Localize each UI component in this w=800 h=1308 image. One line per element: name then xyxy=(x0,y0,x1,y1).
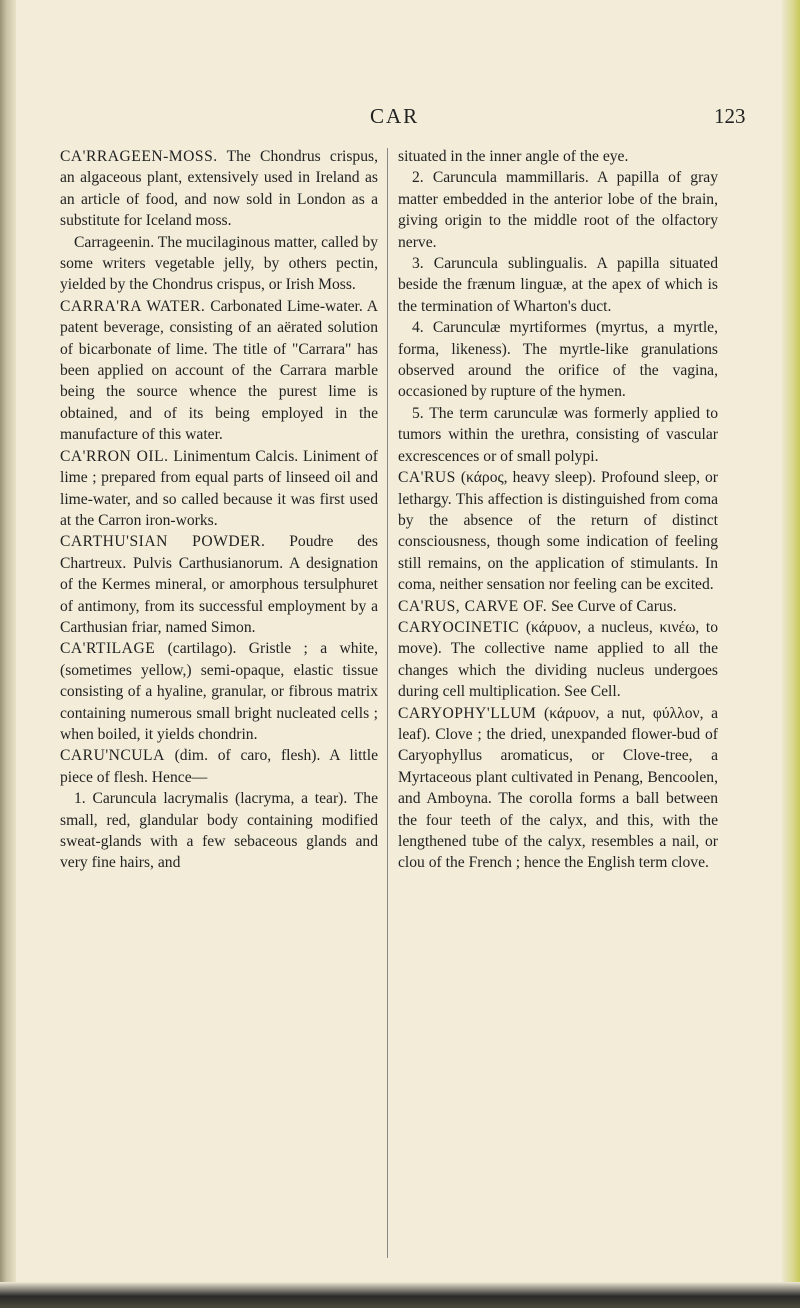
entry-headword: CARYOPHY'LLUM xyxy=(398,704,537,722)
entry-caruncula xyxy=(60,745,378,788)
right-column xyxy=(398,146,718,874)
entry-continuation xyxy=(398,146,718,167)
entry-headword: CARU'NCULA xyxy=(60,747,165,765)
entry-text: 2. Caruncula mammillaris. A papilla of gray matter embedded in the anterior lobe of the brain, giving origin to the middle root of the olfactory nerve. xyxy=(398,169,718,251)
entry-caruncula-sublingualis xyxy=(398,253,718,317)
entry-headword: CA'RRON OIL. xyxy=(60,447,169,465)
left-column xyxy=(60,146,378,874)
entry-text: Carrageenin. The mucilaginous matter, called by some writers vegetable jelly, by others pectin, yielded by the Chondrus crispus, or Irish Moss. xyxy=(60,233,378,294)
column-divider xyxy=(387,148,388,1258)
entry-caryophyllum xyxy=(398,703,718,874)
entry-carrageen-moss xyxy=(60,146,378,232)
entry-carunculae-myrtiformes xyxy=(398,317,718,403)
entry-text: (κάρυον, a nut, φύλλον, a leaf). Clove ; the dried, unexpanded flower-bud of Caryophyllus aromaticus, or Clove-tree, a Myrtaceous plant cultivated in Penang, Bencoolen, and Amboyna. The corolla forms a ball between the four teeth of the calyx, and this, with the lengthened tube of the calyx, resembles a nail, or clou of the French ; hence the English term clove. xyxy=(398,704,718,872)
entry-carrageenin xyxy=(60,232,378,296)
entry-headword: CA'RRAGEEN-MOSS. xyxy=(60,148,218,165)
entry-headword: CA'RUS, CARVE OF. xyxy=(398,597,548,615)
page-right-edge xyxy=(782,0,800,1308)
entry-headword: CARRA'RA WATER. xyxy=(60,297,206,315)
entry-caruncula-mammillaris xyxy=(398,167,718,253)
entry-text: See Curve of Carus. xyxy=(547,597,677,615)
page-bottom-edge xyxy=(0,1282,800,1308)
entry-carunculae-urethra xyxy=(398,403,718,467)
entry-text: Carbonated Lime-water. A patent beverage, consisting of an aërated solution of bicarbonate of lime. The title of "Carrara" has been applied on account of the Carrara marble being the source whence the purest lime is obtained, and of its being employed in the manufacture of this water. xyxy=(60,297,378,444)
entry-text: The Chondrus crispus, an algaceous plant, extensively used in Ireland as an article of food, and now sold in London as a substitute for Iceland moss. xyxy=(60,148,378,230)
entry-text: 5. The term carunculæ was formerly applied to tumors within the urethra, consisting of vascular excrescences or of small polypi. xyxy=(398,404,718,465)
entry-text: 3. Caruncula sublingualis. A papilla situated beside the frænum linguæ, at the apex of which is the termination of Wharton's duct. xyxy=(398,255,718,315)
entry-carrara-water xyxy=(60,296,378,446)
entry-headword: CARYOCINETIC xyxy=(398,618,520,636)
entry-text: 1. Caruncula lacrymalis (lacryma, a tear). The small, red, glandular body containing modified sweat-glands with a few sebaceous glands and very fine hairs, and xyxy=(60,790,378,872)
entry-text: (κάρος, heavy sleep). Profound sleep, or lethargy. This affection is distinguished from coma by the absence of the return of distinct consciousness, though some indication of feeling still remains, on the application of stimulants. In coma, neither sensation nor feeling can be excited. xyxy=(398,469,718,594)
entry-text: (dim. of caro, flesh). A little piece of flesh. Hence— xyxy=(60,747,378,786)
entry-carus-carve xyxy=(398,596,718,617)
entry-headword: CARTHU'SIAN POWDER. xyxy=(60,533,266,551)
entry-headword: CA'RUS xyxy=(398,469,456,487)
entry-text: Poudre des Chartreux. Pulvis Carthusianorum. A designation of the Kermes mineral, or amorphous tersulphuret of antimony, from its successful employment by a Carthusian friar, named Simon. xyxy=(60,533,378,636)
entry-carron-oil xyxy=(60,446,378,532)
running-head xyxy=(0,104,800,134)
entry-text: situated in the inner angle of the eye. xyxy=(398,148,629,165)
entry-text: Linimentum Calcis. Liniment of lime ; prepared from equal parts of linseed oil and lime-water, and so called because it was first used at the Carron iron-works. xyxy=(60,447,378,529)
entry-text: (κάρυον, a nucleus, κινέω, to move). The collective name applied to all the changes which the dividing nucleus undergoes during cell multiplication. See Cell. xyxy=(398,618,718,701)
page-number: 123 xyxy=(714,104,746,128)
entry-headword: CA'RTILAGE xyxy=(60,640,156,658)
running-title: CAR xyxy=(370,104,420,128)
entry-carthusian-powder xyxy=(60,531,378,638)
entry-text: (cartilago). Gristle ; a white, (sometimes yellow,) semi-opaque, elastic tissue consisting of a hyaline, granular, or fibrous matrix containing numerous small bright nucleated cells ; when boiled, it yields chondrin. xyxy=(60,640,378,743)
entry-caryocinetic xyxy=(398,617,718,703)
entry-cartilage xyxy=(60,638,378,745)
entry-carus xyxy=(398,467,718,595)
page-left-edge xyxy=(0,0,16,1308)
entry-caruncula-lacrymalis xyxy=(60,788,378,874)
entry-text: 4. Carunculæ myrtiformes (myrtus, a myrtle, forma, likeness). The myrtle-like granulations observed around the orifice of the vagina, occasioned by rupture of the hymen. xyxy=(398,319,718,401)
